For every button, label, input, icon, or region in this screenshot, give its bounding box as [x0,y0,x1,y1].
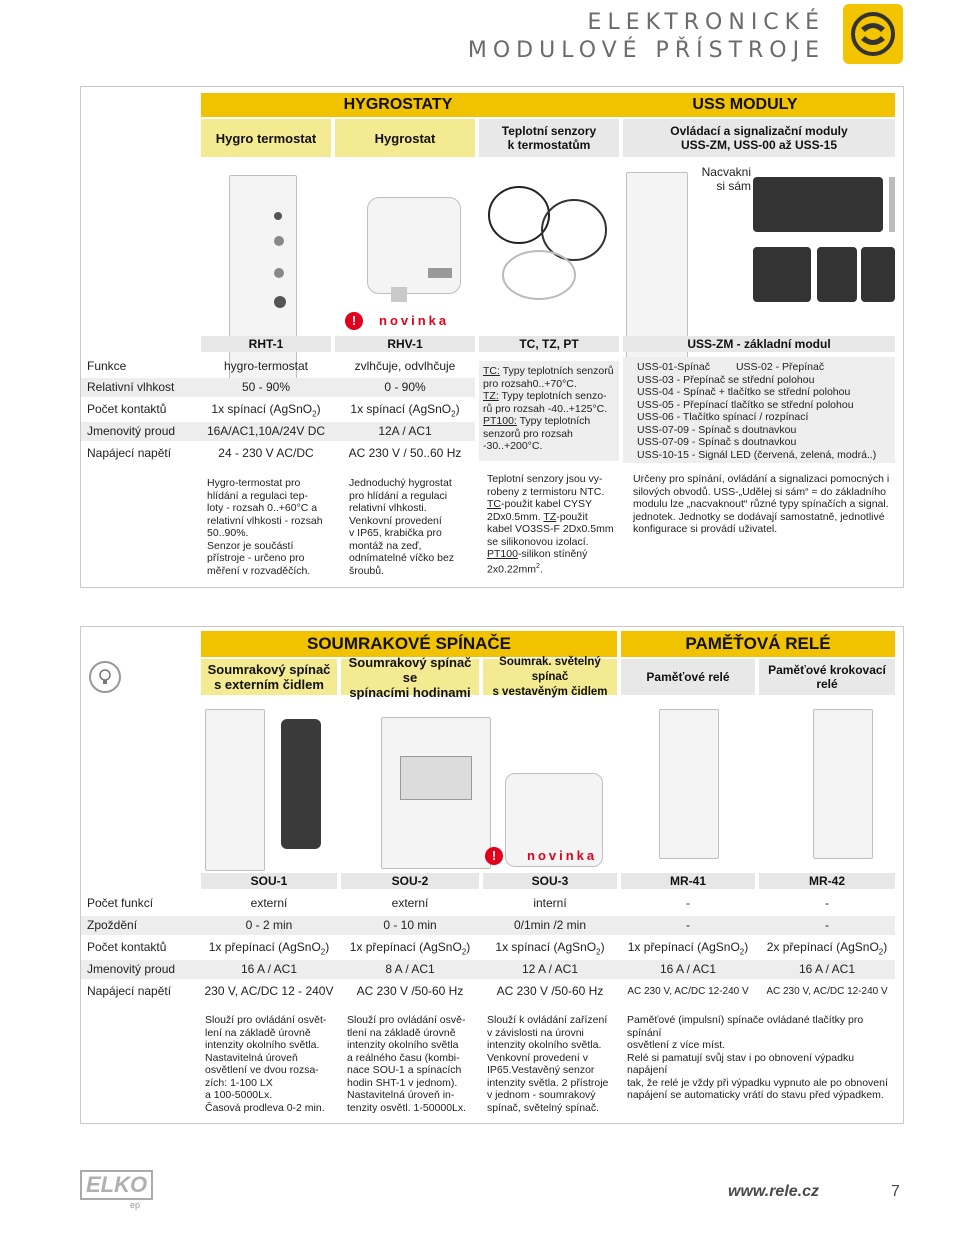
sub-hygrostat: Hygrostat [335,119,475,157]
sou3-zpozdeni: 0/1min /2 min [513,918,587,932]
footer-url-link[interactable]: www.rele.cz [728,1183,819,1200]
sou3-proud: 12 A / AC1 [521,962,579,976]
row-label-kontakty: Počet kontaktů [87,402,167,416]
sensor-cables-image [479,175,619,305]
row-label-zpozdeni: Zpoždění [81,916,895,935]
novinka-exclamation-icon-bottom: ! [485,847,503,865]
uss-module-list: USS-01-Spínač USS-02 - Přepínač USS-03 - Přepínač se střední polohou USS-04 - Spínač + tlačítko se střední polohou USS-05 - Přepínací tlačítko se střední polohou USS-06 - Tlačítko spínací / rozpínací USS-07-09 - Spínač s doutnavkou USS-07-09 - Spínač s doutnavkou USS-10-15 - Signál LED (červená, zelená, modrá..) [623,357,895,463]
uss-description: Určeny pro spínání, ovládání a signalizaci pomocných i silových obvodů. USS-„Udělej si sám“ = do základního modulu lze „nacvaknout“ různé typy spínačích a signal. jednotek. Jednotky se dodávají samostatně, jednotlivé konfigurace si provádí uživatel. [633,473,890,535]
sou2-kontakty: 1x přepínací (AgSnO$_2$) [349,940,471,957]
soumrakove-pametove-section [80,626,904,1124]
nacvakni-label: Nacvakni si sám [701,165,751,193]
sou2-zpozdeni: 0 - 10 min [383,918,437,932]
pametove-heading: PAMĚŤOVÁ RELÉ [621,631,895,657]
light-bulb-icon [89,661,121,693]
sou1-proud: 16 A / AC1 [240,962,298,976]
col-uss-zm: USS-ZM - základní modul [623,336,895,352]
sou1-funkce: externí [250,896,288,910]
rht-proud: 16A/AC1,10A/24V DC [206,424,326,438]
tc-tz-pt-info: TC: Typy teplotních senzorů pro rozsah0..+70°C. TZ: Typy teplotních senzo- rů pro rozsah -40..+125°C. PT100: Typy teplotních senzorů pro rozsah -30..+200°C. [479,361,619,461]
col-mr-41: MR-41 [621,873,755,889]
col-sou-3: SOU-3 [483,873,617,889]
novinka-exclamation-icon: ! [345,312,363,330]
sub-sou-hodiny: Soumrakový spínač se spínacími hodinami [341,659,479,695]
sou2-funkce: externí [391,896,429,910]
mr-42-device-image [813,709,873,859]
row-label-napeti: Napájecí napětí [87,446,172,460]
sub-teplotni-senzory: Teplotní senzory k termostatům [479,119,619,157]
mr42-funkce: - [825,896,829,910]
rhv-proud: 12A / AC1 [378,424,432,438]
sub-hygro-termostat: Hygro termostat [201,119,331,157]
mr42-napeti: AC 230 V, AC/DC 12-240 V [766,986,888,997]
mr42-zpozdeni: - [825,918,829,932]
rht-kontakty: 1x spínací (AgSnO$_2$) [211,402,321,419]
novinka-label: novinka [379,313,450,328]
sub-sou-vestaveny: Soumrak. světelný spínač s vestavěným čidlem [483,659,617,695]
rhv-kontakty: 1x spínací (AgSnO$_2$) [350,402,460,419]
sou1-kontakty: 1x přepínací (AgSnO$_2$) [208,940,330,957]
mr41-proud: 16 A / AC1 [659,962,717,976]
mr41-funkce: - [686,896,690,910]
uss-heading: USS MODULY [595,93,895,117]
rhv-vlhkost: 0 - 90% [384,380,426,394]
sou-2-device-image [381,717,491,869]
row-label-funkce: Funkce [87,359,127,373]
row-label-napeti-b: Napájecí napětí [87,984,172,998]
rht-napeti: 24 - 230 V AC/DC [218,446,314,460]
sou-1-device-image [205,709,265,871]
row-label-pocet-funkci: Počet funkcí [87,896,154,910]
rht-funkce: hygro-termostat [223,359,309,373]
page-number: 7 [891,1183,900,1200]
sou1-zpozdeni: 0 - 2 min [245,918,293,932]
mr42-kontakty: 2x přepínací (AgSnO$_2$) [766,940,888,957]
sub-ovladaci-moduly: Ovládací a signalizační moduly USS-ZM, USS-00 až USS-15 [623,119,895,157]
sou1-description: Slouží pro ovládání osvět- lení na základě úrovně intenzity okolního světla. Nastavitelná úroveň osvětlení ve dvou rozsa- zích: 1-100 LX a 100-5000Lx. Časová prodleva 0-2 min. [205,1014,327,1114]
header-title-line1: ELEKTRONICKÉ [587,10,825,35]
mr-description: Paměťové (impulsní) spínače ovládané tlačítky pro spínání osvětlení z více míst. Relé si pamatují svůj stav i po obnovení výpadku napájení tak, že relé je vždy při výpadku vypnuto ale po obnovení napájení se automaticky vrátí do stavu před výpadkem. [627,1014,888,1101]
col-rht-1: RHT-1 [201,336,331,352]
novinka-label-bottom: novinka [527,848,598,863]
sou2-proud: 8 A / AC1 [385,962,435,976]
col-sou-1: SOU-1 [201,873,337,889]
sou1-napeti: 230 V, AC/DC 12 - 240V [204,984,334,998]
elko-logo-icon [843,4,903,64]
sou-1-sensor-image [281,719,321,849]
header-title-line2: MODULOVÉ PŘÍSTROJE [467,38,825,63]
uss-led-module-2 [817,247,857,302]
sou3-funkce: interní [533,896,567,910]
rht-vlhkost: 50 - 90% [241,380,291,394]
col-rhv-1: RHV-1 [335,336,475,352]
hygrostaty-uss-section [80,86,904,588]
tc-description: Teplotní senzory jsou vy- robeny z termistoru NTC. TC-použit kabel CYSY 2Dx0.5mm. TZ-použit kabel VO3SS-F 2Dx0.5mm se silikonovou izolací. PT100-silikon stíněný $2x0.22mm^2$. [487,473,614,575]
uss-switch-module-2 [825,177,883,232]
sub-sou-externi: Soumrakový spínač s externím čidlem [201,659,337,695]
rhv-1-gland-image [391,287,407,302]
row-label-proud: Jmenovitý proud [81,422,475,441]
rht-description: Hygro-termostat pro hlídání a regulaci tep- loty - rozsah 0..+60°C a relativní vlhkosti - rozsah 50..90%. Senzor je součástí přístroje - určeno pro měření v rozvaděčích. [207,477,323,577]
mr41-kontakty: 1x přepínací (AgSnO$_2$) [627,940,749,957]
sou2-description: Slouží pro ovládání osvě- tlení na základě úrovně intenzity okolního světla a reálného času (kombi- nace SOU-1 a spínacích hodin SHT-1 v jednom). Nastavitelná úroveň in- tenzity osvětl. 1-50000Lx. [347,1014,467,1114]
rhv-description: Jednoduchý hygrostat pro hlídání a regulaci relativní vlhkosti. Venkovní provedení v IP65, krabička pro montáž na zeď, odnímatelné víčko bez šroubů. [349,477,455,577]
row-label-vlhkost: Relativní vlhkost [81,378,475,397]
uss-blank-module [889,177,895,232]
sou3-kontakty: 1x spínací (AgSnO$_2$) [495,940,605,957]
mr41-zpozdeni: - [686,918,690,932]
sou3-napeti: AC 230 V /50-60 Hz [496,984,604,998]
elko-ep-footer-logo: ELKO ep [80,1170,170,1210]
soumrakove-heading: SOUMRAKOVÉ SPÍNAČE [201,631,617,657]
mr42-proud: 16 A / AC1 [798,962,856,976]
row-label-kontakty-b: Počet kontaktů [87,940,167,954]
hygrostaty-heading: HYGROSTATY [201,93,595,117]
sub-krokovaci-rele: Paměťové krokovací relé [759,659,895,695]
mr41-napeti: AC 230 V, AC/DC 12-240 V [627,986,749,997]
rhv-napeti: AC 230 V / 50..60 Hz [348,446,462,460]
sub-pametove-rele: Paměťové relé [621,659,755,695]
col-mr-42: MR-42 [759,873,895,889]
row-label-proud-b: Jmenovitý proud [81,960,895,979]
rhv-1-device-image [367,197,461,294]
col-sou-2: SOU-2 [341,873,479,889]
col-tc-tz-pt: TC, TZ, PT [479,336,619,352]
sou3-description: Slouží k ovládání zařízení v závislosti na úrovni intenzity okolního světla. Venkovní provedení v IP65.Vestavěný senzor intenzity světla. 2 přístroje v jednom - soumrakový spínač, světelný spínač. [487,1014,609,1114]
sou2-napeti: AC 230 V /50-60 Hz [356,984,464,998]
uss-led-module-3 [861,247,895,302]
rhv-funkce: zvlhčuje, odvlhčuje [354,359,456,373]
mr-41-device-image [659,709,719,859]
uss-led-module-1 [753,247,811,302]
